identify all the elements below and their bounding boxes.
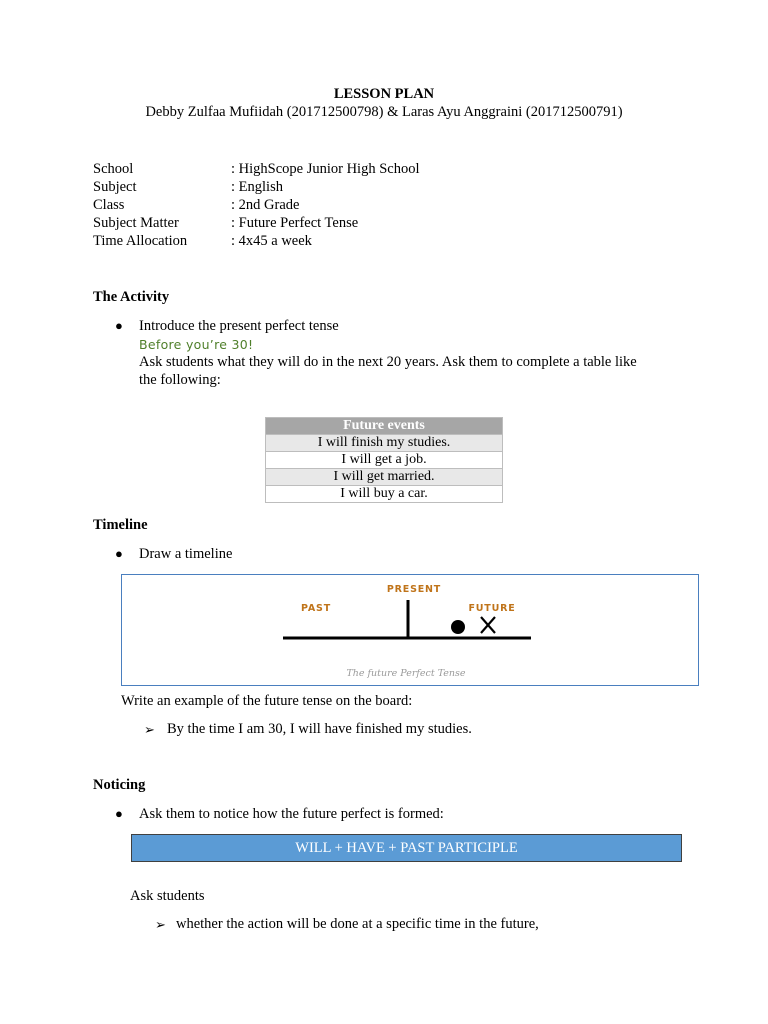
info-value: : English <box>231 179 283 195</box>
bullet-icon: ● <box>115 546 123 561</box>
document-title: LESSON PLAN <box>333 86 435 102</box>
table-row: I will get married. <box>266 469 503 486</box>
noticing-heading: Noticing <box>93 777 146 793</box>
activity-heading: The Activity <box>93 289 170 305</box>
example-sentence: By the time I am 30, I will have finished my studies. <box>167 721 472 737</box>
write-example-text: Write an example of the future tense on the board: <box>121 693 413 709</box>
question-text: whether the action will be done at a specific time in the future, <box>176 916 539 932</box>
future-events-table <box>265 417 503 503</box>
formula-banner: WILL + HAVE + PAST PARTICIPLE <box>131 834 682 862</box>
label-present: PRESENT <box>386 584 442 595</box>
timeline-caption: The future Perfect Tense <box>346 668 466 679</box>
info-value: : 2nd Grade <box>231 197 300 213</box>
bullet-icon: ● <box>115 318 123 333</box>
timeline-figure <box>121 574 699 686</box>
label-past: PAST <box>301 603 331 614</box>
timeline-diagram <box>122 575 698 685</box>
info-key: Time Allocation <box>93 233 188 249</box>
info-key: Subject <box>93 179 137 195</box>
table-row: I will get a job. <box>266 452 503 469</box>
info-value: : 4x45 a week <box>231 233 312 249</box>
info-key: Class <box>93 197 125 213</box>
table-row: I will finish my studies. <box>266 435 503 452</box>
info-value: : HighScope Junior High School <box>231 161 420 177</box>
activity-line-1: Ask students what they will do in the next 20 years. Ask them to complete a table like <box>139 354 637 370</box>
label-future: FUTURE <box>468 603 516 614</box>
arrow-bullet-icon: ➢ <box>155 917 166 932</box>
table-row: I will buy a car. <box>266 486 503 503</box>
authors-line: Debby Zulfaa Mufiidah (201712500798) & Laras Ayu Anggraini (201712500791) <box>145 104 623 120</box>
future-point-dot <box>451 620 465 634</box>
timeline-heading: Timeline <box>93 517 148 533</box>
noticing-bullet-text: Ask them to notice how the future perfect is formed: <box>139 806 444 822</box>
info-value: : Future Perfect Tense <box>231 215 359 231</box>
table-header: Future events <box>266 418 503 435</box>
ask-students-text: Ask students <box>130 888 205 904</box>
info-key: Subject Matter <box>93 215 179 231</box>
activity-bullet-text: Introduce the present perfect tense <box>139 318 339 334</box>
info-key: School <box>93 161 134 177</box>
timeline-bullet-text: Draw a timeline <box>139 546 233 562</box>
arrow-bullet-icon: ➢ <box>144 722 155 737</box>
bullet-icon: ● <box>115 806 123 821</box>
activity-line-2: the following: <box>139 372 221 388</box>
activity-subtitle: Before you’re 30! <box>139 337 254 352</box>
